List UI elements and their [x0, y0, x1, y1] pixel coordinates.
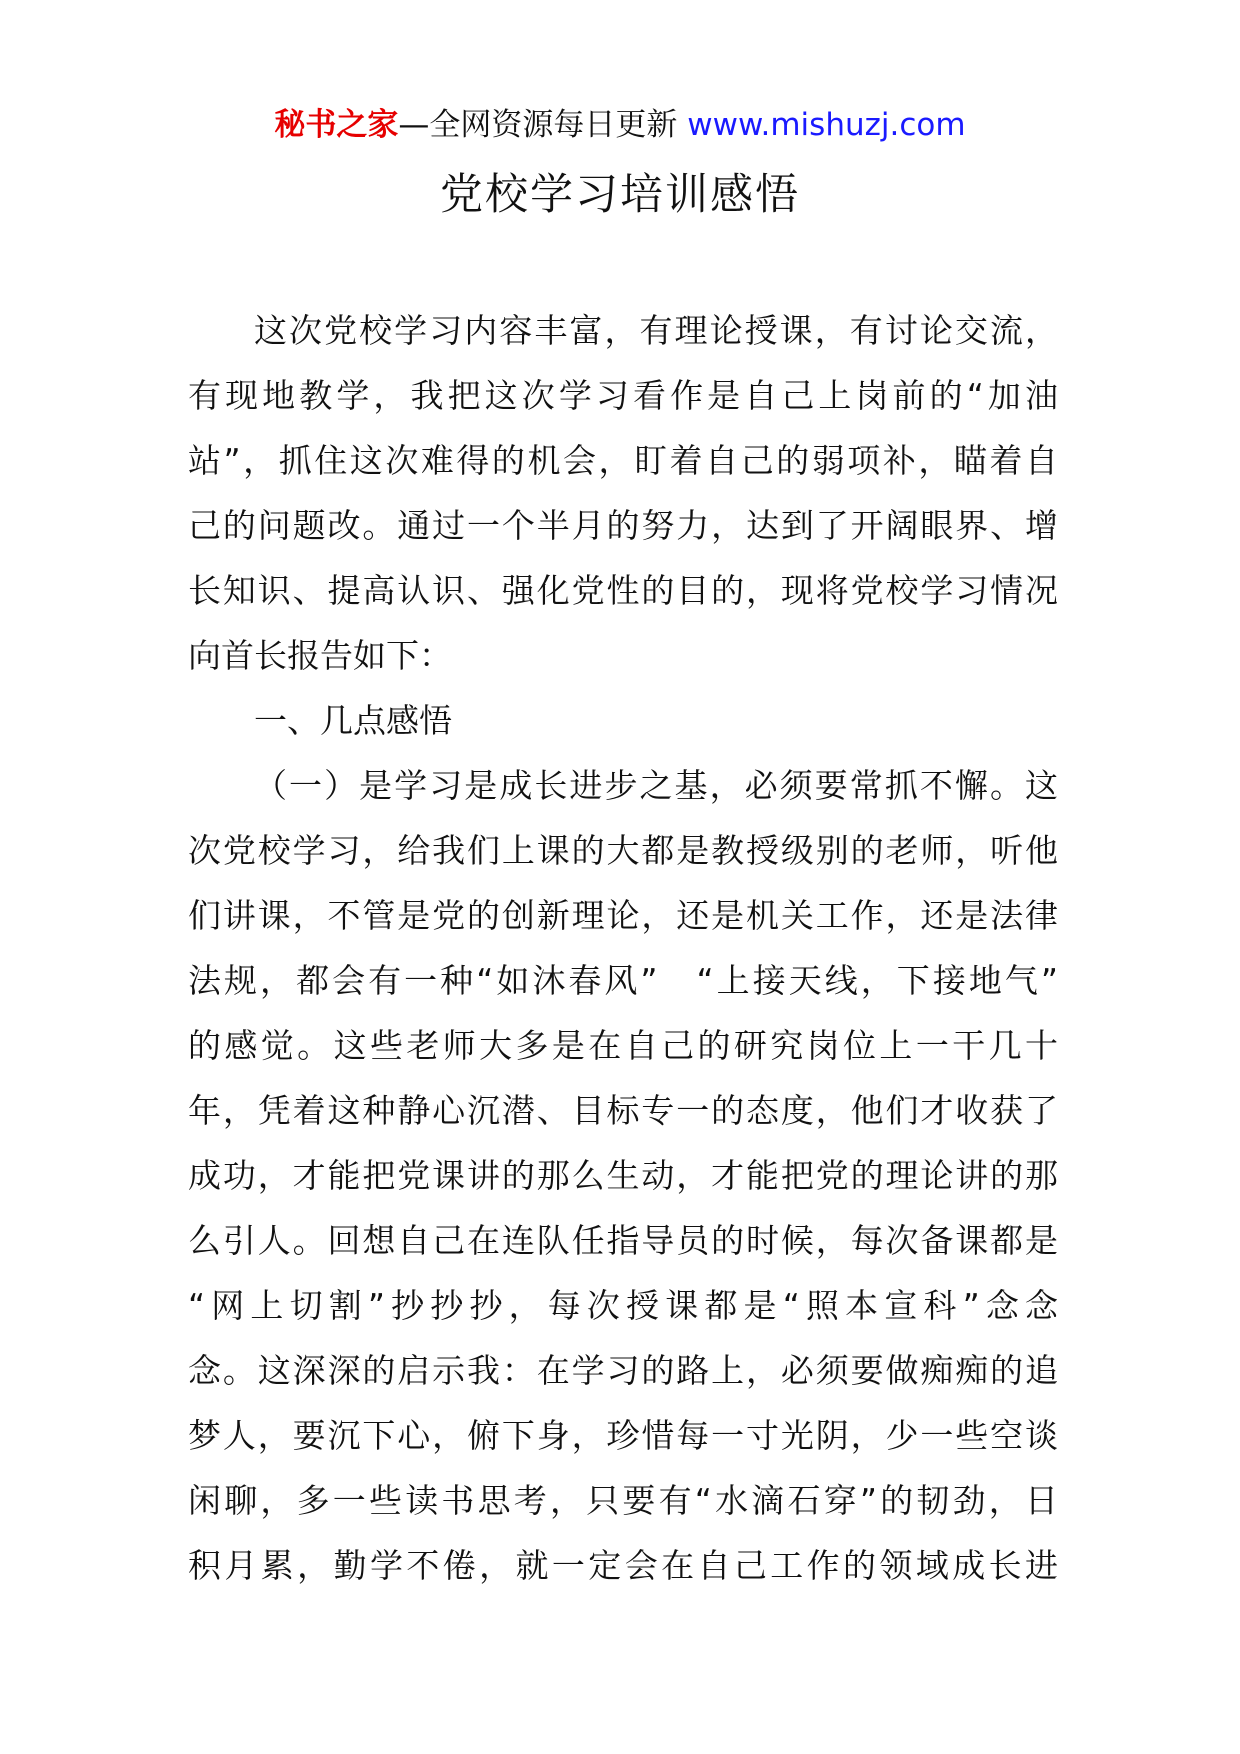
text-line: 长知识、提高认识、强化党性的目的，现将党校学习情况 — [188, 571, 1058, 610]
text-line: 梦人，要沉下心，俯下身，珍惜每一寸光阴，少一些空谈 — [188, 1416, 1058, 1455]
text-line: 有现地教学，我把这次学习看作是自己上岗前的“加油 — [188, 376, 1058, 415]
text-line: 次党校学习，给我们上课的大都是教授级别的老师，听他 — [188, 831, 1058, 870]
text-line: 积月累，勤学不倦，就一定会在自己工作的领域成长进 — [188, 1546, 1058, 1585]
text-line: （一）是学习是成长进步之基，必须要常抓不懈。这 — [254, 766, 1058, 805]
site-url: www.mishuzj.com — [687, 107, 966, 143]
text-line: 么引人。回想自己在连队任指导员的时候，每次备课都是 — [188, 1221, 1058, 1260]
text-line: 成功，才能把党课讲的那么生动，才能把党的理论讲的那 — [188, 1156, 1058, 1195]
text-line: 们讲课，不管是党的创新理论，还是机关工作，还是法律 — [188, 896, 1058, 935]
text-line: 年，凭着这种静心沉潜、目标专一的态度，他们才收获了 — [188, 1091, 1058, 1130]
text-line: 这次党校学习内容丰富，有理论授课，有讨论交流， — [254, 311, 1058, 350]
text-line: “网上切割”抄抄抄，每次授课都是“照本宣科”念念 — [188, 1286, 1058, 1325]
brand-name: 秘书之家 — [274, 107, 399, 143]
text-line: 法规，都会有一种“如沐春风” “上接天线，下接地气” — [188, 961, 1058, 1000]
text-line: 己的问题改。通过一个半月的努力，达到了开阔眼界、增 — [188, 506, 1058, 545]
section-heading: 一、几点感悟 — [254, 701, 452, 740]
text-line: 念。这深深的启示我：在学习的路上，必须要做痴痴的追 — [188, 1351, 1058, 1390]
text-line: 闲聊，多一些读书思考，只要有“水滴石穿”的韧劲，日 — [188, 1481, 1058, 1520]
text-line: 站”，抓住这次难得的机会，盯着自己的弱项补，瞄着自 — [188, 441, 1058, 480]
header-slogan: —全网资源每日更新 — [398, 107, 688, 143]
document-title: 党校学习培训感悟 — [440, 170, 800, 220]
text-line: 向首长报告如下： — [188, 636, 452, 675]
document-body — [188, 298, 1058, 1598]
text-line: 的感觉。这些老师大多是在自己的研究岗位上一干几十 — [188, 1026, 1058, 1065]
watermark-header — [0, 103, 1240, 147]
